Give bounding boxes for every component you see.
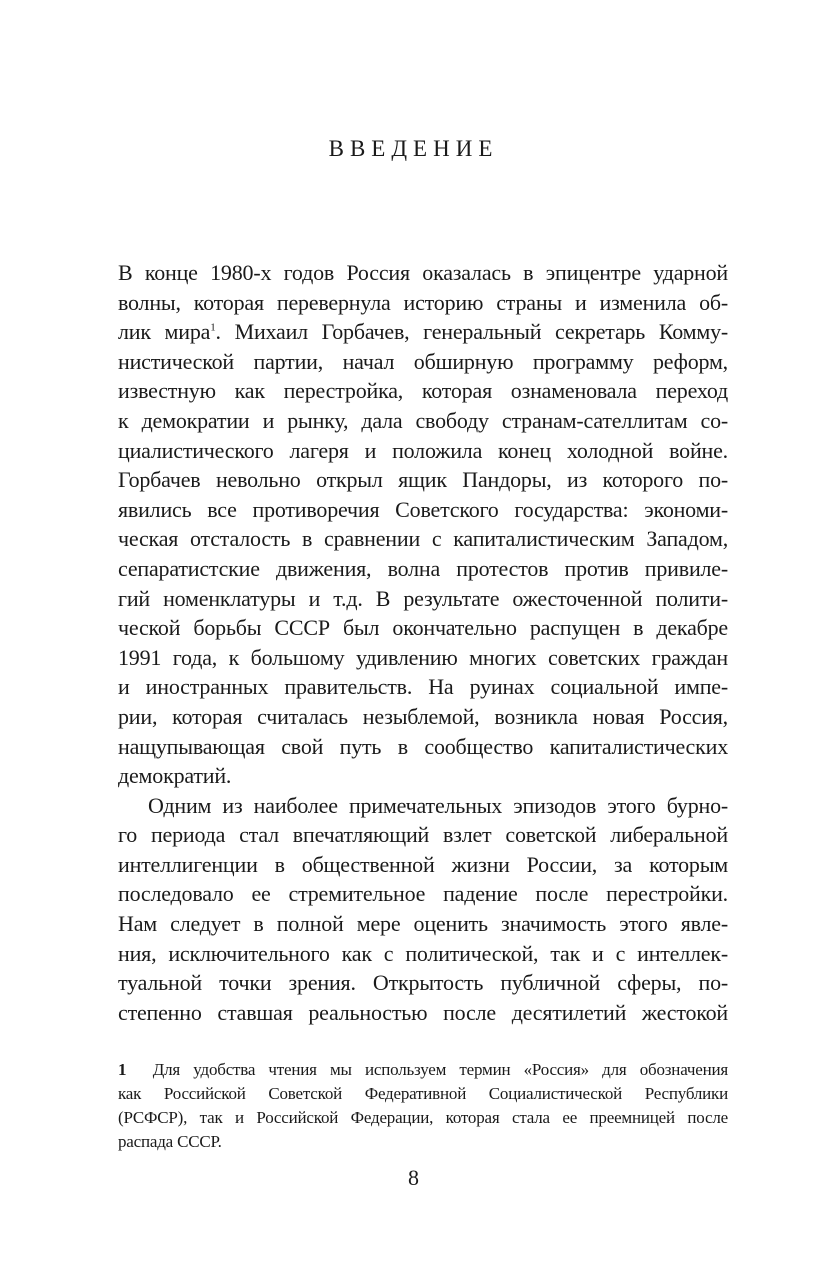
text-line: известную как перестройка, которая ознаменовала переход (118, 378, 728, 404)
footnote-line: как Российской Советской Федеративной Социалистической Республики (118, 1084, 728, 1103)
text-line: 1991 года, к большому удивлению многих советских граждан (118, 644, 728, 670)
text-line: Горбачев невольно открыл ящик Пандоры, из которого по- (118, 467, 728, 493)
text-line: ния, исключительного как с политической, так и с интеллек- (118, 940, 728, 966)
text-fragment: лик мира (118, 319, 211, 345)
text-line: рии, которая считалась незыблемой, возникла новая Россия, (118, 703, 728, 729)
text-line: ческая отсталость в сравнении с капиталистическим Западом, (118, 526, 728, 552)
text-line: гий номенклатуры и т.д. В результате ожесточенной полити- (118, 585, 728, 611)
text-line: демократий. (118, 763, 232, 789)
text-line: к демократии и рынку, дала свободу странам-сателлитам со- (118, 407, 728, 433)
text-line: циалистического лагеря и положила конец холодной войне. (118, 437, 728, 463)
text-line: волны, которая перевернула историю страны и изменила об- (118, 289, 728, 315)
text-line: интеллигенции в общественной жизни России, за которым (118, 851, 728, 877)
text-line: и иностранных правительств. На руинах социальной импе- (118, 674, 728, 700)
footnote-reference[interactable]: 1 (210, 321, 216, 334)
footnote-line (118, 1058, 728, 1082)
text-line: лик мира$^1$. Михаил Горбачев, генеральный секретарь Комму- (118, 319, 728, 345)
text-line: Одним из наиболее примечательных эпизодов этого бурно- (148, 792, 728, 818)
text-line: Нам следует в полной мере оценить значимость этого явле- (118, 911, 728, 937)
text-line: явились все противоречия Советского государства: экономи- (118, 496, 728, 522)
text-line: туальной точки зрения. Открытость публичной сферы, по- (118, 970, 728, 996)
main-text (118, 258, 728, 1027)
text-line: нистической партии, начал обширную программу реформ, (118, 348, 728, 374)
text-line: последовало ее стремительное падение после перестройки. (118, 881, 728, 907)
chapter-title: ВВЕДЕНИЕ (328, 136, 499, 161)
text-fragment: Для удобства чтения мы используем термин «Россия» для обозначения (152, 1060, 728, 1079)
text-fragment: Михаил Горбачев, генеральный секретарь Комму- (234, 319, 728, 345)
text-line: В конце 1980-х годов Россия оказалась в эпицентре ударной (118, 260, 728, 285)
footnote-number: 1 (118, 1060, 127, 1079)
footnote-line: распада СССР. (118, 1132, 222, 1151)
page-number: 8 (408, 1165, 419, 1190)
text-line: го периода стал впечатляющий взлет советской либеральной (118, 822, 728, 848)
footnote-line: (РСФСР), так и Российской Федерации, которая стала ее преемницей после (118, 1108, 728, 1127)
text-line: ческой борьбы СССР был окончательно распущен в декабре (118, 615, 728, 641)
text-line: сепаратистские движения, волна протестов против привиле- (118, 555, 728, 581)
text-line: нащупывающая свой путь в сообщество капиталистических (118, 733, 728, 759)
text-line: степенно ставшая реальностью после десятилетий жестокой (118, 999, 728, 1025)
footnote (118, 1058, 728, 1154)
